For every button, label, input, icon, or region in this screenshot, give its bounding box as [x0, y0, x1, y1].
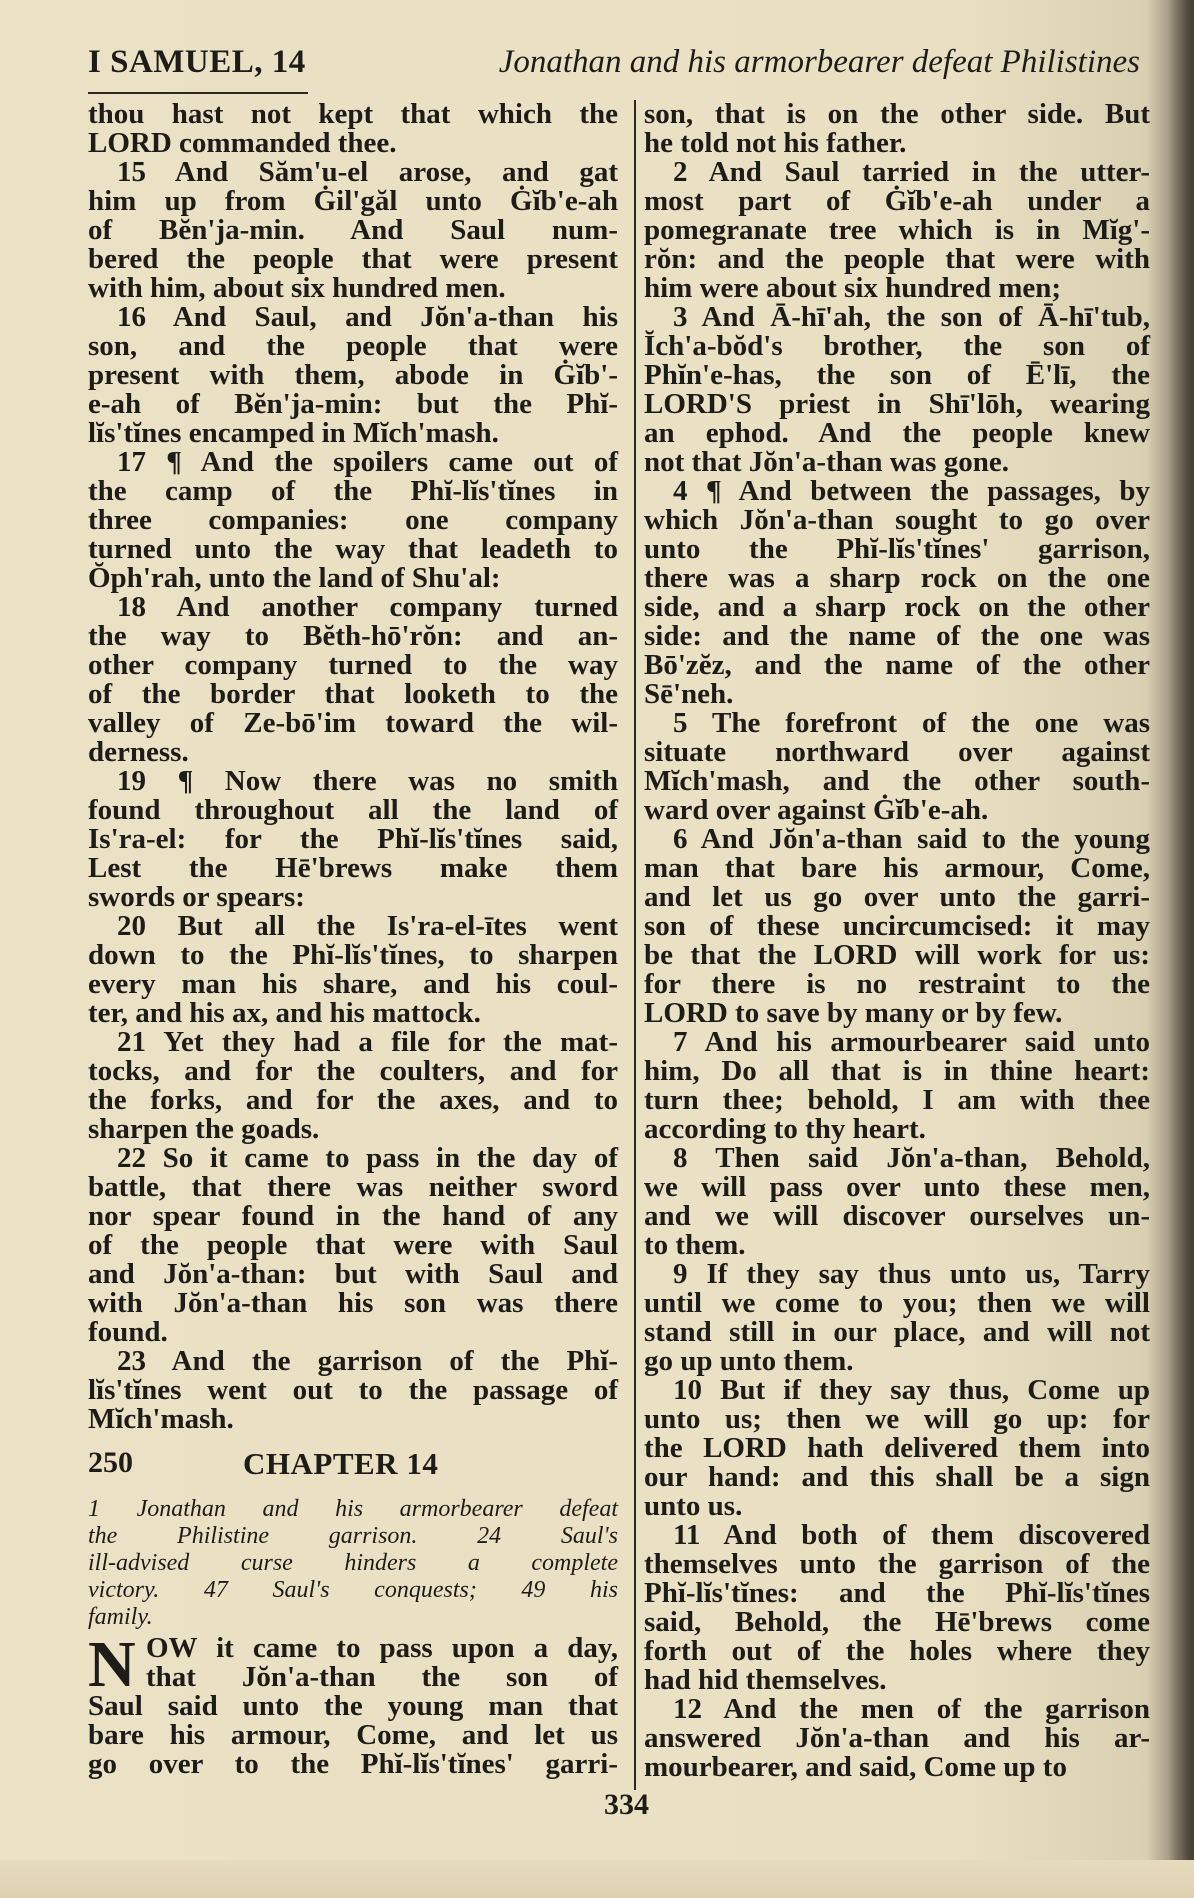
text-line: derness.: [88, 736, 189, 768]
text-line: with him, about six hundred men.: [88, 272, 506, 304]
header-rule: [88, 92, 308, 94]
text-line: with Jŏn'a-than his son was there: [88, 1287, 618, 1319]
text-line: turn thee; behold, I am with thee: [644, 1084, 1150, 1116]
text-line: sharpen the goads.: [88, 1113, 320, 1145]
text-line: situate northward over against: [644, 736, 1150, 768]
running-header: [88, 40, 1150, 90]
left-column: [88, 100, 618, 1434]
text-line: Mĭch'mash, and the other south-: [644, 765, 1150, 797]
right-column: [644, 100, 1150, 1782]
text-line: him up from Ġil'găl unto Ġĭb'e-ah: [88, 185, 618, 217]
text-line: Sē'neh.: [644, 678, 734, 710]
text-line: 9 If they say thus unto us, Tarry: [644, 1258, 1150, 1290]
text-line: Mĭch'mash.: [88, 1403, 234, 1435]
text-line: an ephod. And the people knew: [644, 417, 1150, 449]
text-line: 5 The forefront of the one was: [644, 707, 1150, 739]
text-line: bered the people that were present: [88, 243, 618, 275]
text-line: and we will discover ourselves un-: [644, 1200, 1150, 1232]
bottom-margin: [0, 1860, 1194, 1898]
text-line: themselves unto the garrison of the: [644, 1548, 1150, 1580]
text-line: until we come to you; then we will: [644, 1287, 1150, 1319]
column-divider: [634, 100, 636, 1790]
chapter-title: CHAPTER 14: [243, 1446, 439, 1481]
text-line: nor spear found in the hand of any: [88, 1200, 618, 1232]
text-line: ward over against Ġĭb'e-ah.: [644, 794, 989, 826]
text-line: son, and the people that were: [88, 330, 618, 362]
text-line: stand still in our place, and will not: [644, 1316, 1150, 1348]
text-line: our hand: and this shall be a sign: [644, 1461, 1150, 1493]
text-line: according to thy heart.: [644, 1113, 926, 1145]
text-line: side, and a sharp rock on the other: [644, 591, 1150, 623]
chapter-heading: [88, 1446, 618, 1486]
text-line: man that bare his armour, Come,: [644, 852, 1150, 884]
text-line: Phĭn'e-has, the son of Ē'lī, the: [644, 359, 1150, 391]
text-line: 17 ¶ And the spoilers came out of: [88, 446, 618, 478]
text-line: 22 So it came to pass in the day of: [88, 1142, 618, 1174]
summary-line: 1 Jonathan and his armorbearer defeat: [88, 1496, 618, 1522]
text-line: Bō'zĕz, and the name of the other: [644, 649, 1150, 681]
opening-line: OW it came to pass upon a day,: [146, 1632, 618, 1664]
text-line: 12 And the men of the garrison: [644, 1693, 1150, 1725]
text-line: the way to Bĕth-hō'rŏn: and an-: [88, 620, 618, 652]
text-line: swords or spears:: [88, 881, 305, 913]
text-line: 7 And his armourbearer said unto: [644, 1026, 1150, 1058]
text-line: 21 Yet they had a file for the mat-: [88, 1026, 618, 1058]
text-line: 8 Then said Jŏn'a-than, Behold,: [644, 1142, 1150, 1174]
text-line: three companies: one company: [88, 504, 618, 536]
text-line: 11 And both of them discovered: [644, 1519, 1150, 1551]
running-title: Jonathan and his armorbearer defeat Philistines: [498, 44, 1140, 80]
text-line: turned unto the way that leadeth to: [88, 533, 618, 565]
text-line: LORD to save by many or by few.: [644, 997, 1063, 1029]
page-edge-shadow: [1168, 0, 1194, 1898]
text-line: he told not his father.: [644, 127, 907, 159]
summary-line: the Philistine garrison. 24 Saul's: [88, 1523, 618, 1549]
text-line: of the border that looketh to the: [88, 678, 618, 710]
summary-line: victory. 47 Saul's conquests; 49 his: [88, 1577, 618, 1603]
text-line: ter, and his ax, and his mattock.: [88, 997, 481, 1029]
page-number: 334: [604, 1788, 649, 1821]
text-line: son, that is on the other side. But: [644, 98, 1150, 130]
text-line: of Bĕn'ja-min. And Saul num-: [88, 214, 618, 246]
text-line: Is'ra-el: for the Phĭ-lĭs'tĭnes said,: [88, 823, 618, 855]
text-line: which Jŏn'a-than sought to go over: [644, 504, 1150, 536]
text-line: son of these uncircumcised: it may: [644, 910, 1150, 942]
opening-line: bare his armour, Come, and let us: [88, 1719, 618, 1751]
text-line: mourbearer, and said, Come up to: [644, 1751, 1067, 1783]
chapter-summary: [88, 1496, 618, 1631]
text-line: 23 And the garrison of the Phĭ-: [88, 1345, 618, 1377]
text-line: LORD'S priest in Shī'lōh, wearing: [644, 388, 1150, 420]
text-line: not that Jŏn'a-than was gone.: [644, 446, 1009, 478]
text-line: e-ah of Bĕn'ja-min: but the Phĭ-: [88, 388, 618, 420]
text-line: 2 And Saul tarried in the utter-: [644, 156, 1150, 188]
text-line: and let us go over unto the garri-: [644, 881, 1150, 913]
text-line: present with them, abode in Ġĭb'-: [88, 359, 618, 391]
text-line: 10 But if they say thus, Come up: [644, 1374, 1150, 1406]
summary-line: family.: [88, 1604, 153, 1630]
opening-line: that Jŏn'a-than the son of: [146, 1661, 618, 1693]
text-line: be that the LORD will work for us:: [644, 939, 1150, 971]
text-line: there was a sharp rock on the one: [644, 562, 1150, 594]
chapter-opening: [88, 1628, 618, 1780]
text-line: forth out of the holes where they: [644, 1635, 1150, 1667]
book-chapter-heading: I SAMUEL, 14: [88, 44, 306, 80]
opening-line: Saul said unto the young man that: [88, 1690, 618, 1722]
text-line: found throughout all the land of: [88, 794, 618, 826]
text-line: found.: [88, 1316, 168, 1348]
text-line: 19 ¶ Now there was no smith: [88, 765, 618, 797]
text-line: for there is no restraint to the: [644, 968, 1150, 1000]
text-line: battle, that there was neither sword: [88, 1171, 618, 1203]
text-line: 16 And Saul, and Jŏn'a-than his: [88, 301, 618, 333]
drop-cap: N: [88, 1628, 136, 1701]
text-line: the LORD hath delivered them into: [644, 1432, 1150, 1464]
text-line: Ĭch'a-bŏd's brother, the son of: [644, 330, 1150, 362]
opening-line: go over to the Phĭ-lĭs'tĭnes' garri-: [88, 1748, 618, 1780]
text-line: 4 ¶ And between the passages, by: [644, 475, 1150, 507]
text-line: said, Behold, the Hē'brews come: [644, 1606, 1150, 1638]
text-line: every man his share, and his coul-: [88, 968, 618, 1000]
text-line: thou hast not kept that which the: [88, 98, 618, 130]
text-line: the camp of the Phĭ-lĭs'tĭnes in: [88, 475, 618, 507]
chapter-marginal-number: 250: [88, 1446, 133, 1479]
text-line: 20 But all the Is'ra-el-ītes went: [88, 910, 618, 942]
text-line: 18 And another company turned: [88, 591, 618, 623]
text-line: him, Do all that is in thine heart:: [644, 1055, 1150, 1087]
text-line: tocks, and for the coulters, and for: [88, 1055, 618, 1087]
text-line: other company turned to the way: [88, 649, 618, 681]
text-line: LORD commanded thee.: [88, 127, 397, 159]
text-line: Lest the Hē'brews make them: [88, 852, 618, 884]
text-line: to them.: [644, 1229, 746, 1261]
text-line: lĭs'tĭnes encamped in Mĭch'mash.: [88, 417, 499, 449]
text-line: go up unto them.: [644, 1345, 854, 1377]
text-line: 3 And Ā-hī'ah, the son of Ā-hī'tub,: [644, 301, 1150, 333]
text-line: side: and the name of the one was: [644, 620, 1150, 652]
text-line: 15 And Săm'u-el arose, and gat: [88, 156, 618, 188]
text-line: unto the Phĭ-lĭs'tĭnes' garrison,: [644, 533, 1150, 565]
text-line: lĭs'tĭnes went out to the passage of: [88, 1374, 618, 1406]
text-line: rŏn: and the people that were with: [644, 243, 1150, 275]
summary-line: ill-advised curse hinders a complete: [88, 1550, 618, 1576]
text-line: most part of Ġĭb'e-ah under a: [644, 185, 1150, 217]
text-line: of the people that were with Saul: [88, 1229, 618, 1261]
text-line: the forks, and for the axes, and to: [88, 1084, 618, 1116]
text-line: down to the Phĭ-lĭs'tĭnes, to sharpen: [88, 939, 618, 971]
text-line: unto us; then we will go up: for: [644, 1403, 1150, 1435]
text-line: we will pass over unto these men,: [644, 1171, 1150, 1203]
text-line: valley of Ze-bō'im toward the wil-: [88, 707, 618, 739]
text-line: and Jŏn'a-than: but with Saul and: [88, 1258, 618, 1290]
text-line: Ŏph'rah, unto the land of Shu'al:: [88, 562, 501, 594]
text-line: Phĭ-lĭs'tĭnes: and the Phĭ-lĭs'tĭnes: [644, 1577, 1150, 1609]
text-line: had hid themselves.: [644, 1664, 887, 1696]
text-line: pomegranate tree which is in Mĭg'-: [644, 214, 1150, 246]
text-line: answered Jŏn'a-than and his ar-: [644, 1722, 1150, 1754]
text-line: 6 And Jŏn'a-than said to the young: [644, 823, 1150, 855]
text-line: him were about six hundred men;: [644, 272, 1062, 304]
text-line: unto us.: [644, 1490, 743, 1522]
